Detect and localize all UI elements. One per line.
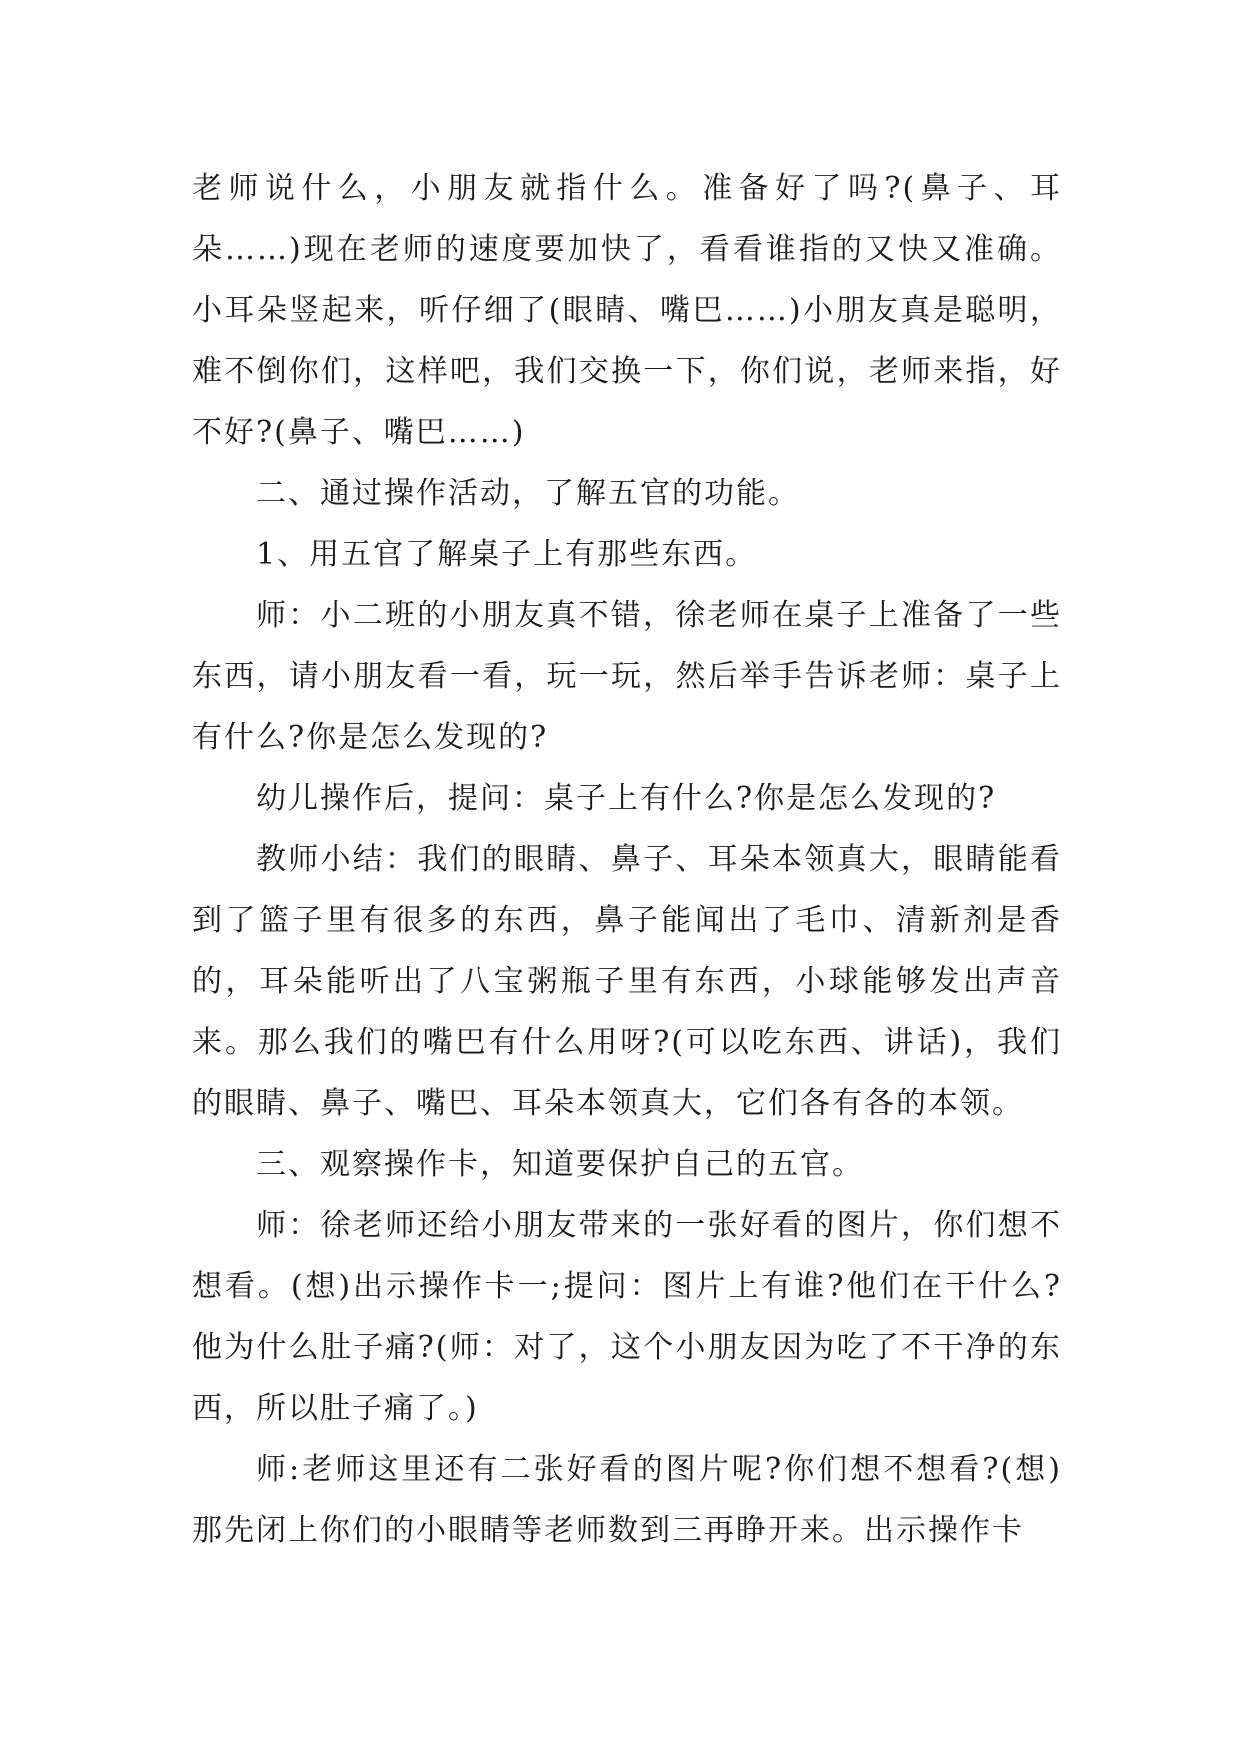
section-heading-two: 二、通过操作活动，了解五官的功能。 xyxy=(256,476,800,511)
step-one-heading: 1、用五官了解桌子上有那些东西。 xyxy=(256,537,758,572)
paragraph-continuation: 老师说什么，小朋友就指什么。准备好了吗?(鼻子、耳朵……)现在老师的速度要加快了，看看谁指的又快又准确。小耳朵竖起来，听仔细了(眼睛、嘴巴……)小朋友真是聪明，难不倒你们，这样吧，我们交换一下，你们说，老师来指，好不好?(鼻子、嘴巴……) xyxy=(192,171,1062,450)
paragraph-teacher-table: 师：小二班的小朋友真不错，徐老师在桌子上准备了一些东西，请小朋友看一看，玩一玩，然后举手告诉老师：桌子上有什么?你是怎么发现的? xyxy=(192,598,1062,755)
paragraph-picture-card-one: 师：徐老师还给小朋友带来的一张好看的图片，你们想不想看。(想)出示操作卡一;提问：图片上有谁?他们在干什么?他为什么肚子痛?(师：对了，这个小朋友因为吃了不干净的东西，所以肚子痛了。) xyxy=(192,1208,1062,1426)
paragraph-child-question: 幼儿操作后，提问：桌子上有什么?你是怎么发现的? xyxy=(256,781,997,816)
paragraph-teacher-summary: 教师小结：我们的眼睛、鼻子、耳朵本领真大，眼睛能看到了篮子里有很多的东西，鼻子能闻出了毛巾、清新剂是香的，耳朵能听出了八宝粥瓶子里有东西，小球能够发出声音来。那么我们的嘴巴有什么用呀?(可以吃东西、讲话)，我们的眼睛、鼻子、嘴巴、耳朵本领真大，它们各有各的本领。 xyxy=(192,842,1062,1121)
section-heading-three: 三、观察操作卡，知道要保护自己的五官。 xyxy=(256,1147,864,1182)
paragraph-picture-card-two: 师:老师这里还有二张好看的图片呢?你们想不想看?(想)那先闭上你们的小眼睛等老师数到三再睁开来。出示操作卡 xyxy=(192,1452,1062,1548)
document-body xyxy=(192,158,1062,1561)
